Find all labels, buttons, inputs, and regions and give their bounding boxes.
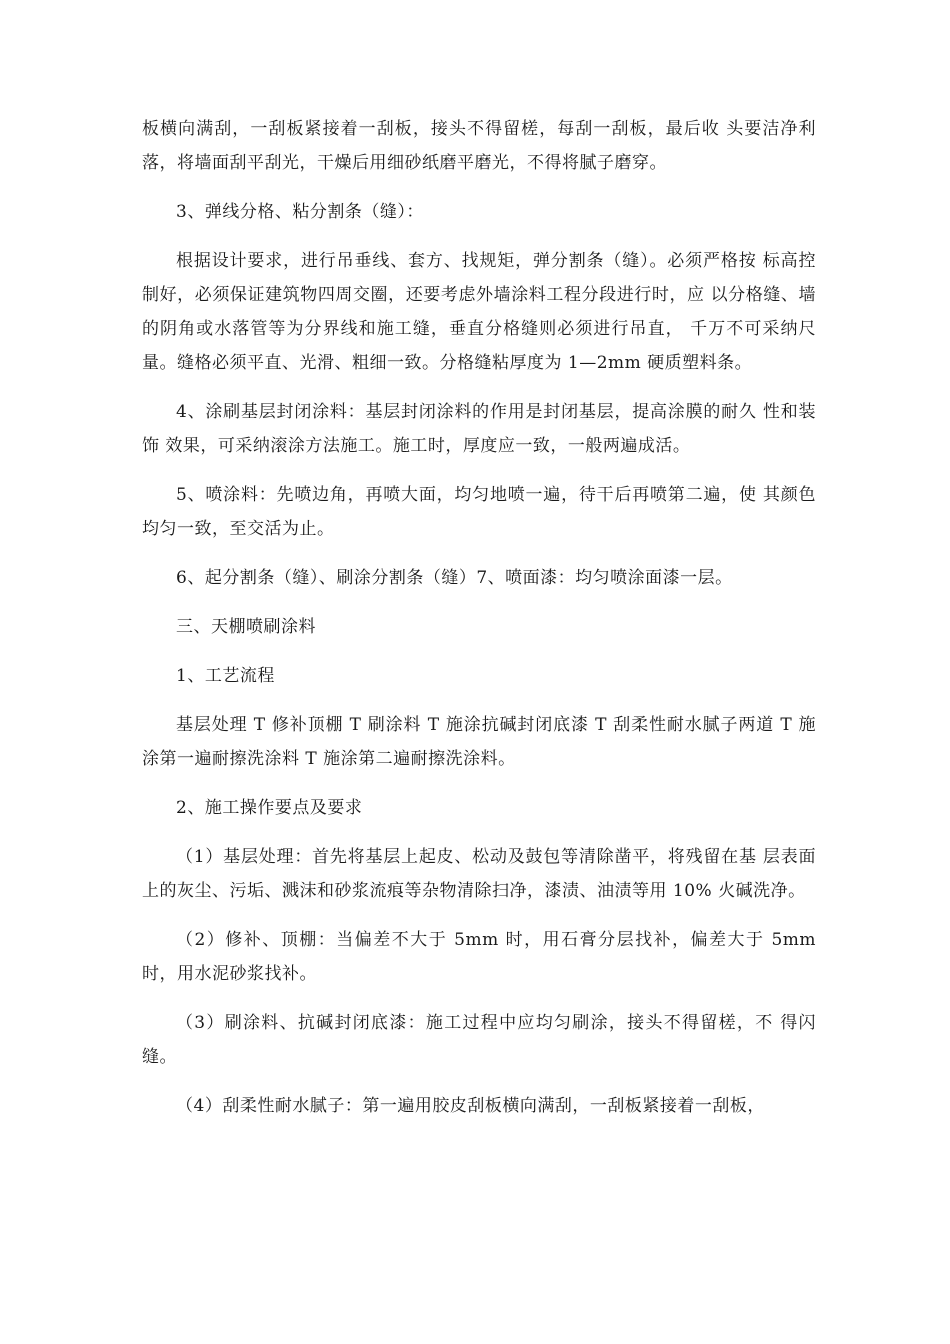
paragraph-item-2: （2）修补、顶棚：当偏差不大于 5mm 时，用石膏分层找补，偏差大于 5mm 时，用水泥砂浆找补。 xyxy=(142,930,816,984)
paragraph-step-5: 5、喷涂料：先喷边角，再喷大面，均匀地喷一遍，待干后再喷第二遍，使 其颜色均匀一致，至交活为止。 xyxy=(142,485,816,539)
paragraph-item-1: （1）基层处理：首先将基层上起皮、松动及鼓包等清除凿平，将残留在基 层表面上的灰尘、污垢、溅沫和砂浆流痕等杂物清除扫净，漆渍、油渍等用 10% 火碱洗净。 xyxy=(142,847,816,901)
document-page xyxy=(142,112,816,1138)
paragraph-step-6-7: 6、起分割条（缝）、刷涂分割条（缝）7、喷面漆：均匀喷涂面漆一层。 xyxy=(176,568,733,588)
paragraph-continuation: 板横向满刮，一刮板紧接着一刮板，接头不得留槎，每刮一刮板，最后收 头要洁净利落，将墙面刮平刮光，干燥后用细砂纸磨平磨光，不得将腻子磨穿。 xyxy=(142,119,816,173)
heading-operation-points: 2、施工操作要点及要求 xyxy=(176,798,363,818)
paragraph-item-3: （3）刷涂料、抗碱封闭底漆：施工过程中应均匀刷涂，接头不得留槎，不 得闪缝。 xyxy=(142,1013,816,1067)
heading-process-flow: 1、工艺流程 xyxy=(176,666,275,686)
paragraph-process-flow: 基层处理 T 修补顶棚 T 刷涂料 T 施涂抗碱封闭底漆 T 刮柔性耐水腻子两道 T 施涂第一遍耐擦洗涂料 T 施涂第二遍耐擦洗涂料。 xyxy=(142,715,816,769)
section-heading-ceiling: 三、天棚喷刷涂料 xyxy=(176,617,316,637)
paragraph-step-3-body: 根据设计要求，进行吊垂线、套方、找规矩，弹分割条（缝）。必须严格按 标高控制好，必须保证建筑物四周交圈，还要考虑外墙涂料工程分段进行时，应 以分格缝、墙的阴角或水落管等为分界线和施工缝，垂直分格缝则必须进行吊直， 千万不可采纳尺量。缝格必须平直、光滑、粗细一致。分格缝粘厚度为 1—2mm 硬质塑料条。 xyxy=(142,251,816,373)
paragraph-item-4: （4）刮柔性耐水腻子：第一遍用胶皮刮板横向满刮，一刮板紧接着一刮板， xyxy=(176,1096,765,1116)
heading-step-3: 3、弹线分格、粘分割条（缝）： xyxy=(176,202,424,222)
paragraph-step-4: 4、涂刷基层封闭涂料：基层封闭涂料的作用是封闭基层，提高涂膜的耐久 性和装饰 效果，可采纳滚涂方法施工。施工时，厚度应一致，一般两遍成活。 xyxy=(142,402,816,456)
